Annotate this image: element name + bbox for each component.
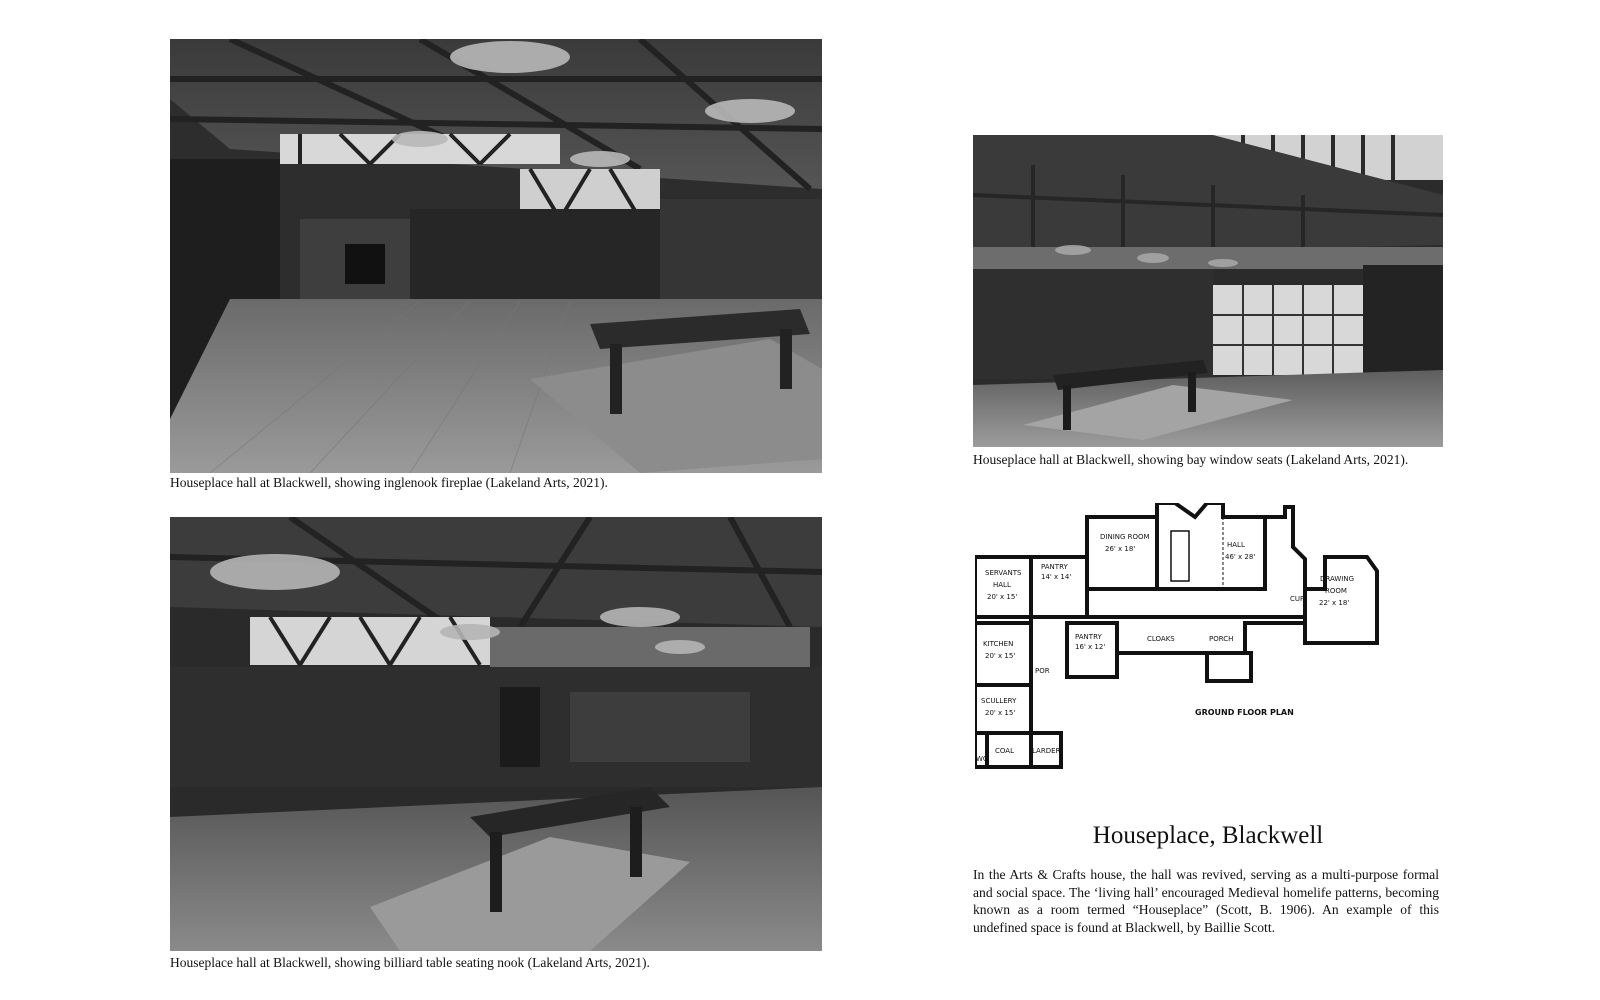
body-text: In the Arts & Crafts house, the hall was revived, serving as a multi-purpose formal and social space. The ‘living hall’ encouraged Medieval homelife patterns, becoming known as a room termed “Houseplace” (Scott, B. 1906). An example of this undefined space is found at Blackwell, by Baillie Scott. — [973, 867, 1439, 935]
photo-inglenook-fireplace — [170, 39, 822, 473]
room-size-scullery: 20' x 15' — [985, 709, 1016, 717]
photo-billiard-seating-nook — [170, 517, 822, 951]
room-label-servants: SERVANTS — [985, 569, 1022, 577]
room-label-cloaks: CLOAKS — [1147, 635, 1175, 643]
room-label-larder: LARDER — [1032, 747, 1061, 755]
room-size-dining: 26' x 18' — [1105, 545, 1136, 553]
room-label-drawing: DRAWING — [1320, 575, 1355, 583]
room-label-cup: CUP — [1290, 595, 1305, 603]
room-label-scullery: SCULLERY — [981, 697, 1017, 705]
room-size-kitchen: 20' x 15' — [985, 652, 1016, 660]
photo-caption: Houseplace hall at Blackwell, showing billiard table seating nook (Lakeland Arts, 2021). — [170, 955, 650, 970]
room-label-kitchen: KITCHEN — [983, 640, 1014, 648]
room-label-pantry-1: PANTRY — [1041, 563, 1068, 571]
room-size-pantry-2: 16' x 12' — [1075, 643, 1106, 651]
room-label-pantry-2: PANTRY — [1075, 633, 1102, 641]
room-size-drawing: 22' x 18' — [1319, 599, 1350, 607]
room-size-servants: 20' x 15' — [987, 593, 1018, 601]
room-label-coal: COAL — [995, 747, 1014, 755]
room-label-wc: WC — [976, 755, 988, 763]
floor-plan-title: GROUND FLOOR PLAN — [1195, 708, 1294, 717]
room-label-por: POR — [1035, 667, 1050, 675]
photo-caption: Houseplace hall at Blackwell, showing bay window seats (Lakeland Arts, 2021). — [973, 452, 1409, 467]
room-label-servants-2: HALL — [993, 581, 1011, 589]
room-size-pantry-1: 14' x 14' — [1041, 573, 1072, 581]
room-label-drawing-2: ROOM — [1325, 587, 1347, 595]
room-label-hall: HALL — [1227, 541, 1245, 549]
room-size-hall: 46' x 28' — [1225, 553, 1256, 561]
room-label-porch: PORCH — [1209, 635, 1234, 643]
photo-caption: Houseplace hall at Blackwell, showing inglenook fireplae (Lakeland Arts, 2021). — [170, 475, 608, 490]
photo-bay-window-seats — [973, 135, 1443, 447]
room-label-dining: DINING ROOM — [1100, 533, 1150, 541]
page-title: Houseplace, Blackwell — [1092, 822, 1324, 849]
ground-floor-plan — [975, 503, 1435, 793]
